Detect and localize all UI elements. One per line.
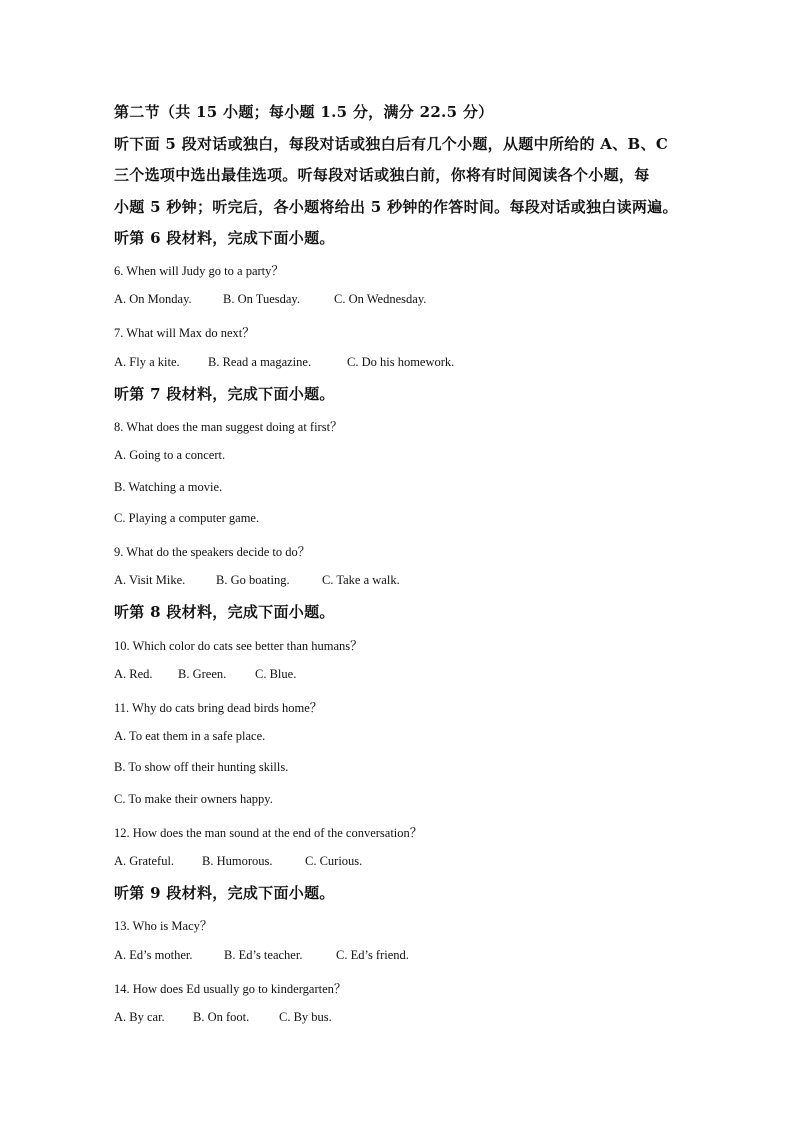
options-10 bbox=[114, 667, 296, 682]
option-6b: B. On Tuesday. bbox=[223, 292, 300, 306]
option-12b: B. Humorous. bbox=[202, 854, 273, 868]
heading-section-8: 听第 8 段材料，完成下面小题。 bbox=[114, 603, 335, 621]
question-11: 11. Why do cats bring dead birds home？ bbox=[114, 701, 323, 715]
option-8a: A. Going to a concert. bbox=[114, 448, 226, 462]
options-14 bbox=[114, 1010, 332, 1025]
option-14a: A. By car. bbox=[114, 1010, 165, 1024]
option-11a: A. To eat them in a safe place. bbox=[114, 729, 266, 743]
option-12c: C. Curious. bbox=[305, 854, 363, 868]
question-6: 6. When will Judy go to a party？ bbox=[114, 264, 284, 278]
option-10a: A. Red. bbox=[114, 667, 153, 681]
question-13: 13. Who is Macy？ bbox=[114, 919, 213, 933]
question-9: 9. What do the speakers decide to do？ bbox=[114, 545, 311, 559]
option-6a: A. On Monday. bbox=[114, 292, 192, 306]
section-title: 第二节（共 15 小题；每小题 1.5 分，满分 22.5 分） bbox=[114, 103, 494, 121]
option-10c: C. Blue. bbox=[255, 667, 297, 681]
option-11c: C. To make their owners happy. bbox=[114, 792, 273, 806]
instruction-line-1: 听下面 5 段对话或独白，每段对话或独白后有几个小题，从题中所给的 A、B、C bbox=[114, 135, 669, 153]
options-12 bbox=[114, 854, 362, 869]
option-7b: B. Read a magazine. bbox=[208, 355, 312, 369]
option-13a: A. Ed’s mother. bbox=[114, 948, 193, 962]
option-13b: B. Ed’s teacher. bbox=[224, 948, 303, 962]
question-7: 7. What will Max do next？ bbox=[114, 326, 255, 340]
instruction-line-3: 小题 5 秒钟；听完后，各小题将给出 5 秒钟的作答时间。每段对话或独白读两遍。 bbox=[114, 198, 678, 216]
question-12: 12. How does the man sound at the end of the conversation？ bbox=[114, 826, 423, 840]
option-8b: B. Watching a movie. bbox=[114, 480, 223, 494]
option-11b: B. To show off their hunting skills. bbox=[114, 760, 289, 774]
heading-section-7: 听第 7 段材料，完成下面小题。 bbox=[114, 385, 335, 403]
options-9 bbox=[114, 573, 400, 588]
heading-section-9: 听第 9 段材料，完成下面小题。 bbox=[114, 884, 335, 902]
option-9a: A. Visit Mike. bbox=[114, 573, 186, 587]
instruction-line-2: 三个选项中选出最佳选项。听每段对话或独白前，你将有时间阅读各个小题，每 bbox=[114, 166, 650, 184]
question-8: 8. What does the man suggest doing at first？ bbox=[114, 420, 343, 434]
option-10b: B. Green. bbox=[178, 667, 227, 681]
options-7 bbox=[114, 355, 454, 370]
option-7a: A. Fly a kite. bbox=[114, 355, 180, 369]
option-13c: C. Ed’s friend. bbox=[336, 948, 409, 962]
option-9b: B. Go boating. bbox=[216, 573, 290, 587]
option-14b: B. On foot. bbox=[193, 1010, 250, 1024]
options-13 bbox=[114, 948, 409, 963]
options-6 bbox=[114, 292, 426, 307]
option-7c: C. Do his homework. bbox=[347, 355, 455, 369]
heading-section-6: 听第 6 段材料，完成下面小题。 bbox=[114, 229, 335, 247]
option-12a: A. Grateful. bbox=[114, 854, 175, 868]
question-10: 10. Which color do cats see better than humans？ bbox=[114, 639, 363, 653]
option-14c: C. By bus. bbox=[279, 1010, 332, 1024]
option-9c: C. Take a walk. bbox=[322, 573, 400, 587]
option-8c: C. Playing a computer game. bbox=[114, 511, 260, 525]
option-6c: C. On Wednesday. bbox=[334, 292, 427, 306]
question-14: 14. How does Ed usually go to kindergarten？ bbox=[114, 982, 347, 996]
